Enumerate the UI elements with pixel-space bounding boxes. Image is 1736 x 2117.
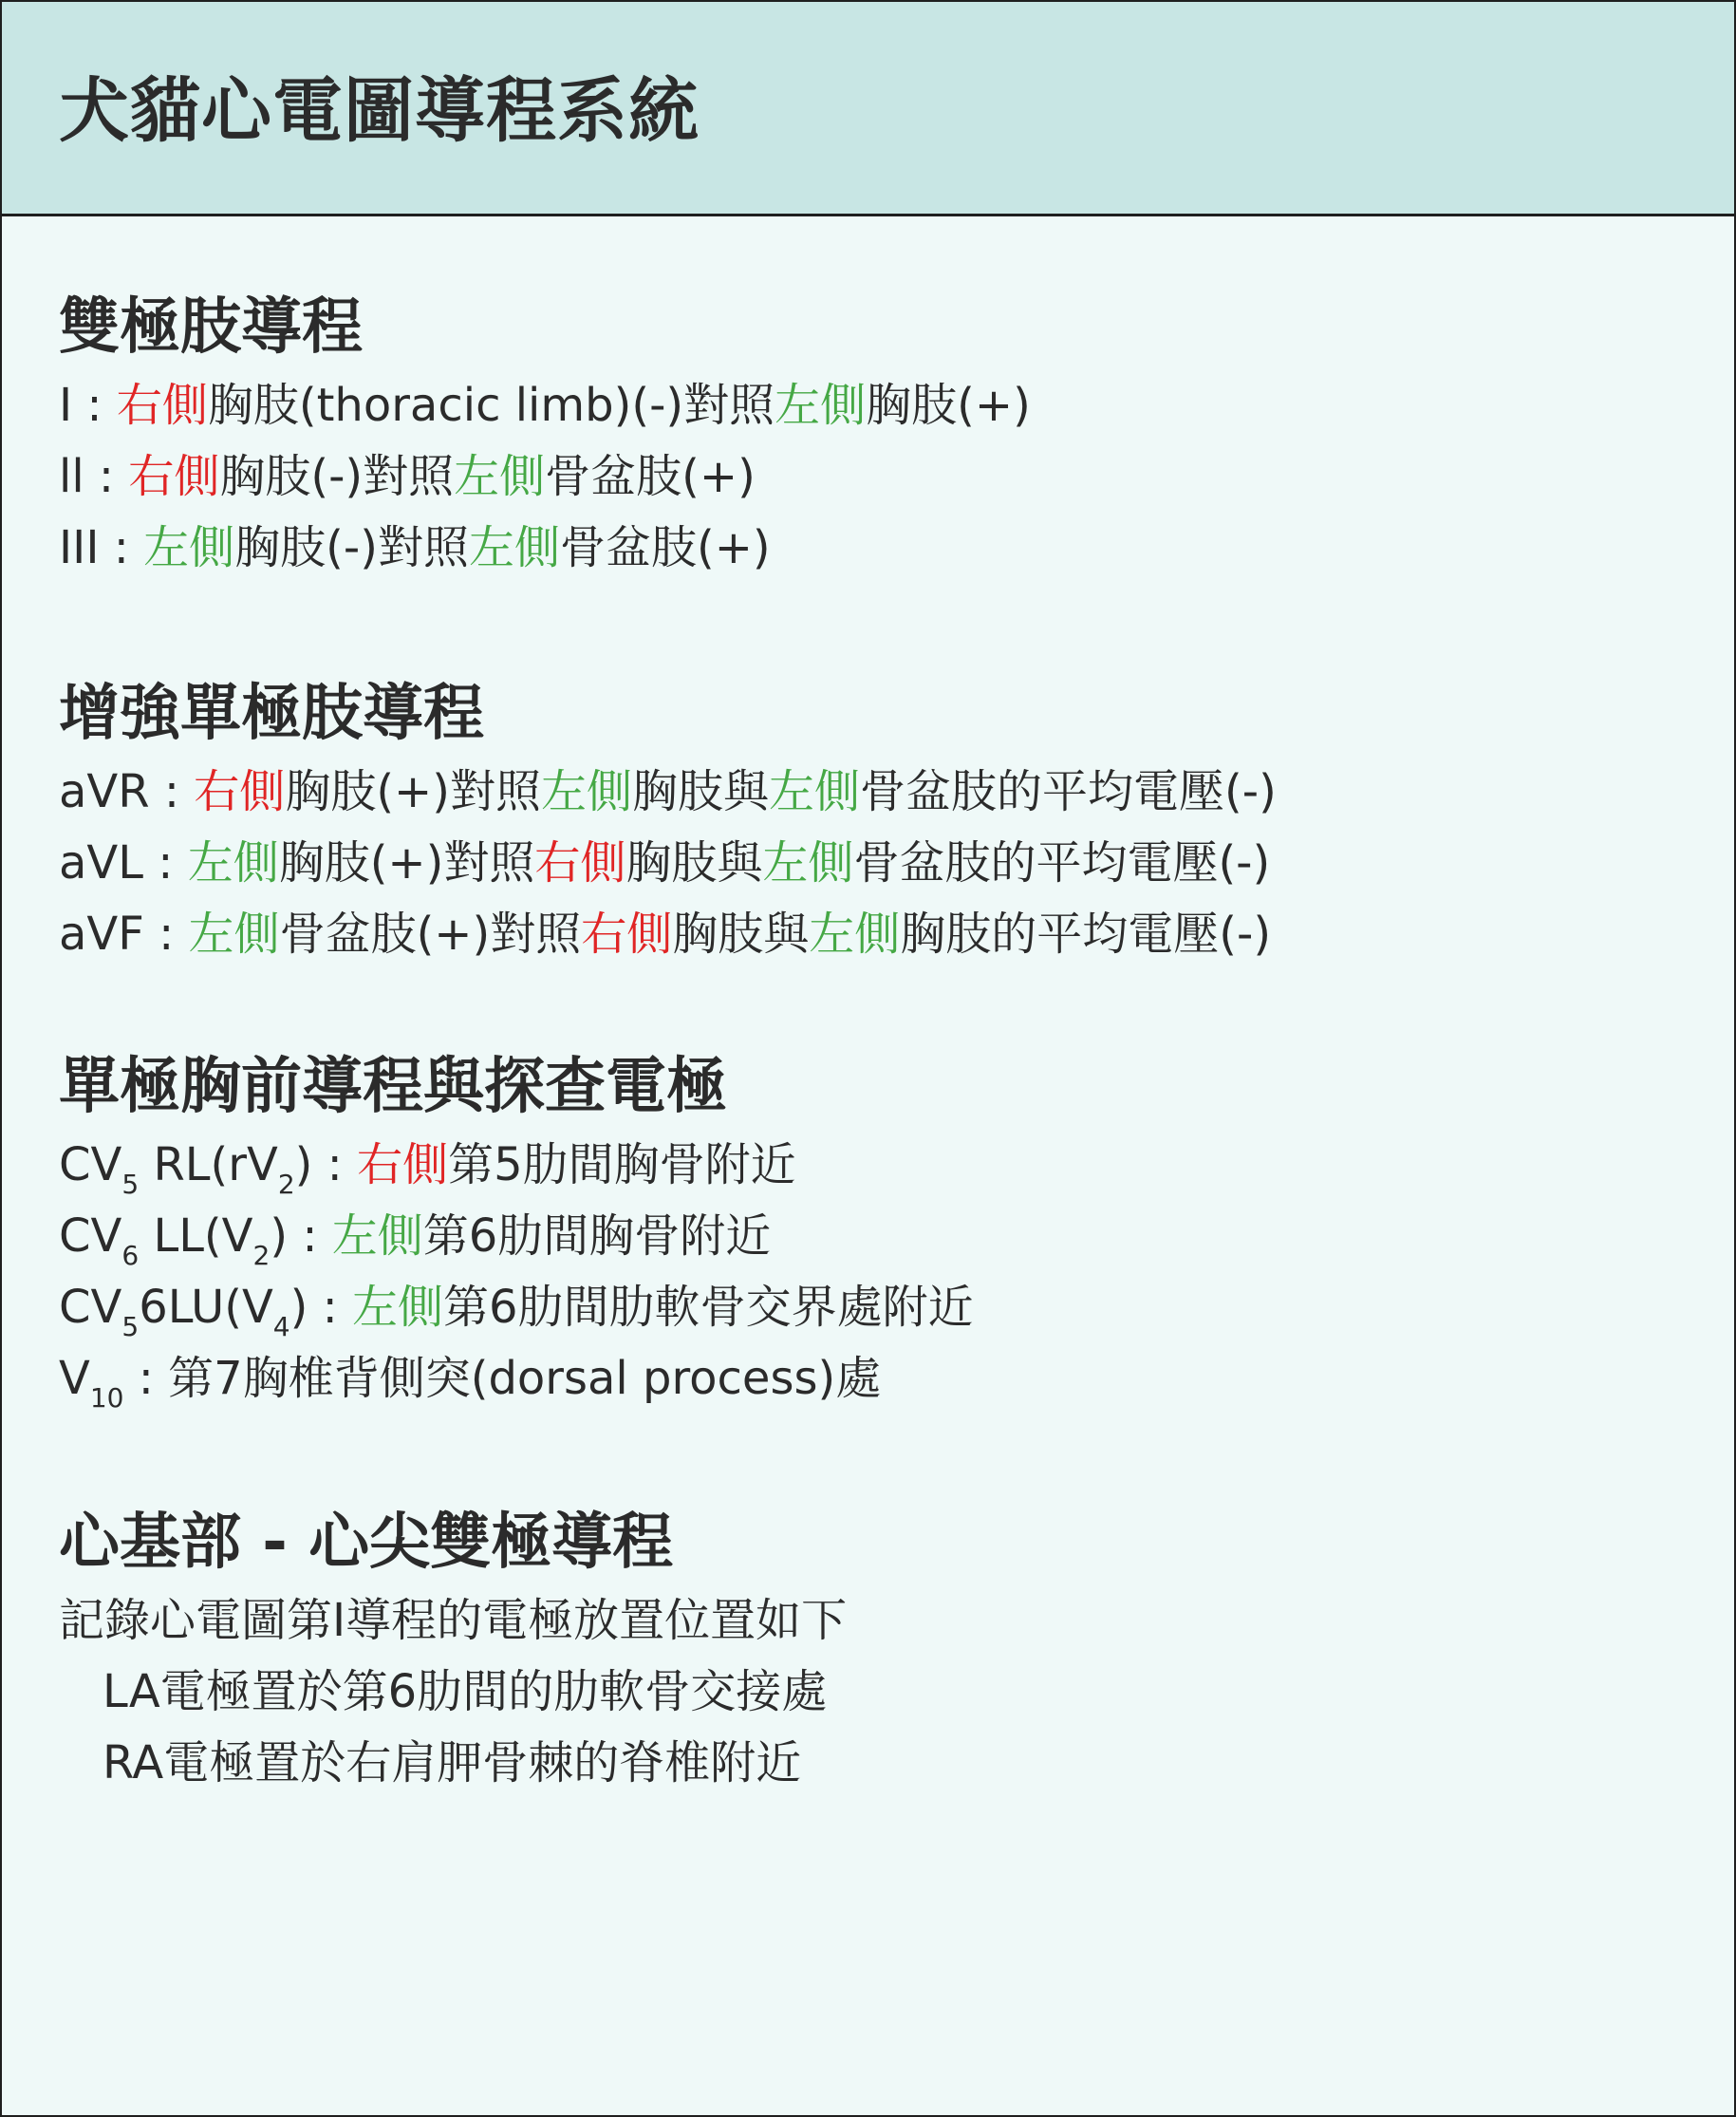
lead-subscript: 2 [252, 1240, 271, 1271]
lead-row [59, 1657, 847, 1728]
section-augmented-unipolar-limb-leads [59, 671, 1277, 970]
lead-label-part: LL(V [139, 1209, 253, 1263]
right-side-highlight: 右側 [128, 450, 220, 503]
lead-description: 骨盆肢的平均電壓(-) [853, 836, 1271, 890]
right-side-highlight: 右側 [534, 836, 626, 890]
lead-row [59, 441, 1031, 513]
lead-description: 第6肋間肋軟骨交界處附近 [443, 1281, 974, 1334]
right-side-highlight: 右側 [357, 1138, 449, 1191]
left-side-highlight: 左側 [468, 521, 560, 574]
left-side-highlight: 左側 [454, 450, 546, 503]
lead-description: 胸肢(+) [866, 379, 1031, 432]
left-side-highlight: 左側 [809, 908, 901, 961]
lead-row [59, 899, 1277, 970]
title-banner [2, 2, 1734, 216]
lead-description: 記錄心電圖第I導程的電極放置位置如下 [59, 1594, 848, 1647]
lead-description: RA電極置於右肩胛骨棘的脊椎附近 [103, 1736, 802, 1789]
right-side-highlight: 右側 [194, 765, 286, 818]
lead-description: 骨盆肢(+) [545, 450, 756, 503]
left-side-highlight: 左側 [775, 379, 867, 432]
left-side-highlight: 左側 [143, 521, 235, 574]
left-side-highlight: 左側 [352, 1281, 444, 1334]
left-side-highlight: 左側 [331, 1209, 423, 1263]
left-side-highlight: 左側 [762, 836, 854, 890]
lead-description: 骨盆肢(+)對照 [279, 908, 582, 961]
lead-subscript: 5 [121, 1311, 140, 1342]
lead-subscript: 5 [121, 1169, 140, 1200]
lead-label-part: ) : [294, 1138, 358, 1191]
lead-label-part: CV [59, 1281, 122, 1334]
lead-description: 第7胸椎背側突(dorsal process)處 [168, 1352, 882, 1405]
lead-row [59, 513, 1031, 584]
lead-label: ll : [59, 450, 129, 503]
lead-description: 骨盆肢的平均電壓(-) [860, 765, 1277, 818]
lead-description: 胸肢(-)對照 [234, 521, 469, 574]
section-unipolar-chest-leads [59, 1044, 974, 1414]
section-bipolar-limb-leads [59, 285, 1031, 584]
lead-subscript: 10 [89, 1382, 124, 1414]
left-side-highlight: 左側 [769, 765, 861, 818]
lead-label-part: ) : [270, 1209, 332, 1263]
lead-label-part: RL(rV [139, 1138, 278, 1191]
lead-label: III : [59, 521, 144, 574]
lead-row [59, 1272, 974, 1343]
lead-description: 胸肢的平均電壓(-) [900, 908, 1272, 961]
lead-description: LA電極置於第6肋間的肋軟骨交接處 [103, 1665, 828, 1718]
page-title: 犬貓心電圖導程系統 [59, 69, 700, 152]
right-side-highlight: 右側 [581, 908, 673, 961]
lead-label: aVF : [59, 908, 189, 961]
lead-row [59, 1130, 974, 1201]
lead-row [59, 1728, 847, 1799]
lead-label [59, 1352, 169, 1414]
lead-label [59, 1281, 353, 1342]
lead-subscript: 4 [272, 1311, 290, 1342]
lead-description: 胸肢(+)對照 [285, 765, 541, 818]
lead-list [59, 1130, 974, 1414]
lead-description: 胸肢(thoracic limb)(-)對照 [207, 379, 775, 432]
section-heading: 雙極肢導程 [59, 292, 363, 363]
right-side-highlight: 右側 [116, 379, 208, 432]
lead-label-part: 6LU(V [139, 1281, 273, 1334]
section-base-apex-lead [59, 1500, 847, 1799]
lead-row [59, 1201, 974, 1272]
lead-label-part: CV [59, 1209, 122, 1263]
lead-label-part: : [123, 1352, 169, 1405]
lead-list [59, 757, 1277, 970]
lead-row [59, 828, 1277, 899]
lead-row [59, 757, 1277, 828]
lead-list [59, 370, 1031, 584]
lead-label: I : [59, 379, 117, 432]
lead-label: aVR : [59, 765, 195, 818]
section-heading: 心基部 - 心尖雙極導程 [59, 1508, 674, 1578]
lead-label-part: V [59, 1352, 90, 1405]
left-side-highlight: 左側 [188, 908, 280, 961]
section-heading: 增強單極肢導程 [59, 679, 484, 749]
lead-description: 胸肢與 [632, 765, 770, 818]
lead-row [59, 1343, 974, 1414]
lead-label-part: CV [59, 1138, 122, 1191]
left-side-highlight: 左側 [541, 765, 633, 818]
lead-subscript: 6 [121, 1240, 140, 1271]
lead-description: 胸肢與 [625, 836, 763, 890]
lead-description: 第6肋間胸骨附近 [422, 1209, 772, 1263]
lead-description: 第5肋間胸骨附近 [448, 1138, 796, 1191]
section-heading: 單極胸前導程與探查電極 [59, 1052, 727, 1122]
lead-subscript: 2 [277, 1169, 295, 1200]
lead-label [59, 1209, 332, 1271]
lead-list [59, 1585, 847, 1799]
lead-description: 胸肢(+)對照 [278, 836, 535, 890]
lead-description: 骨盆肢(+) [559, 521, 771, 574]
lead-description: 胸肢(-)對照 [219, 450, 455, 503]
lead-label [59, 1138, 358, 1200]
left-side-highlight: 左側 [187, 836, 279, 890]
lead-label: aVL : [59, 836, 188, 890]
lead-row [59, 1585, 847, 1657]
lead-label-part: ) : [289, 1281, 353, 1334]
lead-description: 胸肢與 [672, 908, 810, 961]
lead-row [59, 370, 1031, 441]
